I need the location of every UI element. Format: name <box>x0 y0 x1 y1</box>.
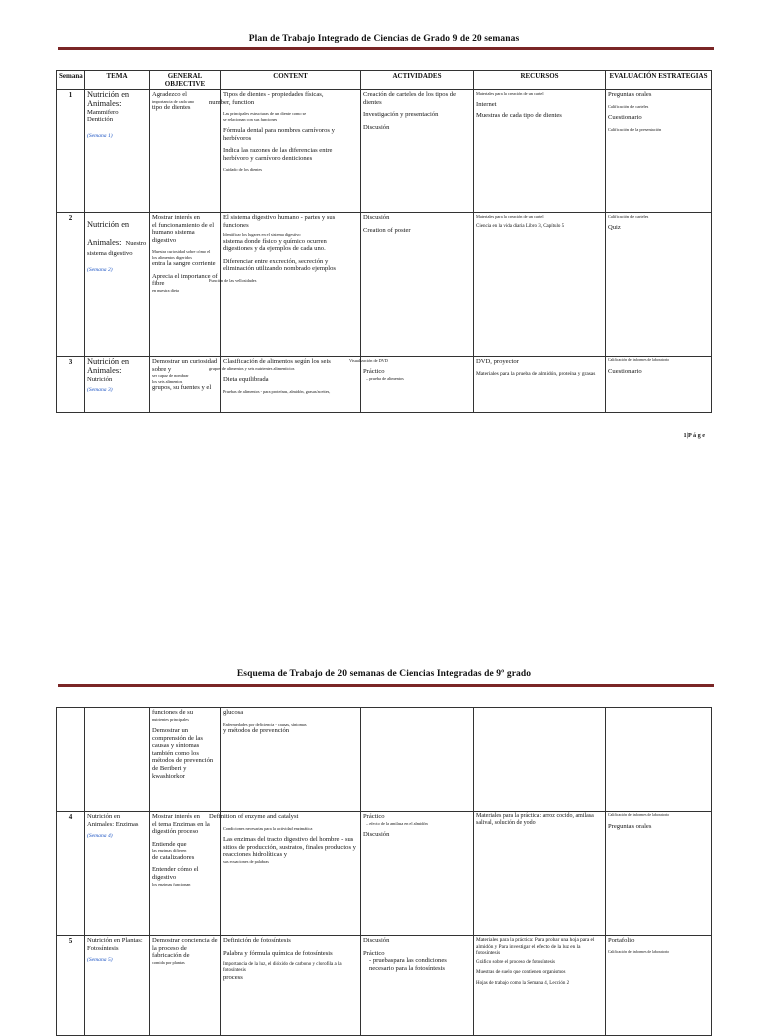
resource-text: Hojas de trabajo como la Semana 4, Lección 2 <box>476 980 570 986</box>
objective-text: funciones de su <box>152 709 194 716</box>
objective-text: el tema Enzimas en la digestión proceso <box>152 820 210 836</box>
evaluation-text: Preguntas orales <box>608 823 652 831</box>
content-text: y métodos de prevención <box>223 727 290 734</box>
actividades-cell <box>361 213 474 357</box>
resource-text: Muestras de suelo que contienen organismos <box>476 970 566 976</box>
objective-text: los seis alimentos <box>152 378 183 384</box>
recursos-cell <box>474 213 606 357</box>
content-text: Definition of enzyme and catalyst <box>209 813 299 820</box>
objective-text: Mostrar interés en <box>152 214 200 221</box>
week-link[interactable]: (Semana 1) <box>87 132 113 139</box>
table-row <box>57 936 712 1036</box>
tema-sub: sistema digestivo <box>87 250 133 257</box>
evaluacion-cell <box>606 90 712 213</box>
objective-text: los enzimas funcionan <box>152 881 191 887</box>
resource-text: Materiales para la creación de un cartel <box>476 91 544 96</box>
objective-text: las enzimas difieren <box>152 848 187 854</box>
page2-title-rule <box>58 684 714 687</box>
objective-text: Agradezco el <box>152 91 187 98</box>
objective-text: el funcionamiento de el humano sistema digestivo <box>152 221 215 244</box>
content-text: Enfermedades por deficiencia - causas, síntomas <box>223 721 307 727</box>
resource-text: Materiales para la creación de un cartel <box>476 214 544 219</box>
content-cell <box>209 812 361 936</box>
activity-text: Investigación y presentación <box>363 111 439 119</box>
table-row <box>57 213 712 357</box>
week-link[interactable]: (Semana 3) <box>87 387 113 394</box>
recursos-cell <box>474 708 606 812</box>
tema-cell <box>85 90 150 213</box>
evaluation-text: Calificación de carteles <box>608 103 649 109</box>
tema-text: Nutrición en Plantas: Fotosíntesis <box>87 937 143 952</box>
evaluation-text: Calificación de informes de laboratorio <box>608 949 670 954</box>
page1-title: Plan de Trabajo Integrado de Ciencias de Grado 9 de 20 semanas <box>248 34 520 44</box>
actividades-cell <box>361 936 474 1036</box>
recursos-cell <box>474 357 606 413</box>
content-text: Indica las razones de las diferencias entre herbívoro y carnívoro denticiones <box>223 147 333 162</box>
content-text: sus ecuaciones de palabras <box>223 858 269 864</box>
objective-text: los alimentos digeridos <box>152 254 192 260</box>
activity-text: Práctico <box>363 949 385 957</box>
objective-text: de catalizadores <box>152 853 195 861</box>
activity-text: Discusión <box>363 214 390 221</box>
tema-sub: Nutrición <box>87 375 113 383</box>
activity-text: – efecto de la amilasa en el almidón <box>366 820 428 826</box>
resource-text: Materiales para la práctica: Para probar una hoja para el almidón y Para investigar el efecto de la luz en la fotosíntesis <box>476 937 595 957</box>
evaluacion-cell <box>606 708 712 812</box>
content-text: Tipos de dientes - propiedades físicas, <box>223 91 324 98</box>
objective-text: Entender cómo el digestivo <box>152 866 199 881</box>
objective-text: tipo de dientes <box>152 104 191 111</box>
week-number: 2 <box>57 213 85 357</box>
week-number: 1 <box>57 90 85 213</box>
resource-text: Ciencia en la vida diaria Libro 3, Capítulo 5 <box>476 224 565 230</box>
table-row <box>57 708 712 812</box>
content-cell <box>209 357 361 413</box>
resource-text: Internet <box>476 101 497 109</box>
week-link[interactable]: (Semana 2) <box>87 266 113 273</box>
content-text: Pruebas de alimentos - para proteínas, almidón, grasas/aceites, <box>223 388 331 394</box>
evaluation-text: Calificación de la presentación <box>608 126 662 132</box>
objective-text: Entiende que <box>152 840 187 848</box>
objective-cell <box>150 90 221 213</box>
tema-sub: Mammifero <box>87 108 119 116</box>
content-text: Cuidado de los dientes <box>223 167 263 173</box>
header-tema: TEMA <box>85 71 150 90</box>
evaluacion-cell <box>606 357 712 413</box>
evaluation-text: Calificación de informes de laboratorio <box>608 358 670 362</box>
content-text: sistema donde físico y químico ocurren digestiones y da ejemplos de cada uno. <box>223 237 327 253</box>
objective-cell <box>150 708 221 812</box>
week-link[interactable]: (Semana 5) <box>87 957 113 964</box>
tema-main: Nutrición en Animales: <box>87 90 130 108</box>
header-content: CONTENT <box>221 71 361 90</box>
resource-text: Materiales para la prueba de almidón, proteína y grasas <box>476 370 596 377</box>
content-text: process <box>223 974 243 982</box>
tema-sub: Nuestro <box>125 240 147 247</box>
activity-text: - pruebaspara las condiciones necesario para la fotosíntesis <box>369 957 447 972</box>
week-number: 5 <box>57 936 85 1036</box>
objective-cell <box>150 357 221 413</box>
tema-cell <box>85 213 150 357</box>
evaluacion-cell <box>606 812 712 936</box>
content-text: Clasificación de alimentos según los seis <box>223 358 331 365</box>
objective-text: Demostrar un comprensión de las causas y síntomas también como los métodos de prevención de Beriberi y kwashiorkor <box>152 727 214 780</box>
tema-cell <box>85 357 150 413</box>
activity-text: Discusión <box>363 831 390 838</box>
week-number: 4 <box>57 812 85 936</box>
page1-title-rule <box>58 47 714 50</box>
resource-text: Muestras de cada tipo de dientes <box>476 112 562 119</box>
content-text: Definición de fotosíntesis <box>223 937 291 944</box>
objective-text: Mostrar interés en <box>152 813 200 820</box>
evaluation-text: Portafolio <box>608 937 635 944</box>
evaluation-text: Calificación de informes de laboratorio <box>608 813 670 817</box>
activity-text: Visualización de DVD <box>349 358 388 363</box>
recursos-cell <box>474 936 606 1036</box>
activity-text: Práctico <box>363 368 385 376</box>
content-text: Fórmula dental para nombres carnívoros y herbívoros <box>223 127 335 142</box>
objective-text: grupos, su fuentes y el <box>152 384 212 391</box>
evaluation-text: Preguntas orales <box>608 91 652 98</box>
objective-text: entra la sangre corriente <box>152 260 216 268</box>
header-actividades: ACTIVIDADES <box>361 71 474 90</box>
content-text: Diferenciar entre excreción, secreción y eliminación utilizando nombrado ejemplos <box>223 257 336 273</box>
activity-text: Creación de carteles de los tipos de dientes <box>363 91 457 106</box>
table-row <box>57 357 712 413</box>
tema-cell <box>85 936 150 1036</box>
content-text: grupos de alimentos y seis nutrientes alimenticios <box>209 365 295 371</box>
page2-title: Esquema de Trabajo de 20 semanas de Ciencias Integradas de 9º grado <box>236 669 532 679</box>
evaluacion-cell <box>606 213 712 357</box>
content-text: glucosa <box>223 709 244 716</box>
evaluation-text: Cuestionario <box>608 114 642 121</box>
recursos-cell <box>474 90 606 213</box>
week-number <box>57 708 85 812</box>
week-number: 3 <box>57 357 85 413</box>
objective-text: ser capaz de nombrar <box>152 373 189 379</box>
objective-text: comida por plantas <box>152 959 185 965</box>
page2-table <box>56 707 712 1036</box>
actividades-cell <box>361 812 474 936</box>
recursos-cell <box>474 812 606 936</box>
activity-text: Creation of poster <box>363 226 411 234</box>
resource-text: Gráfico sobre el proceso de fotosíntesis <box>476 959 556 965</box>
week-link[interactable]: (Semana 4) <box>87 833 113 840</box>
activity-text: Discusión <box>363 123 390 131</box>
content-text: Dieta equilibrada <box>223 376 269 383</box>
header-evaluacion: EVALUACIÓN ESTRATEGIAS <box>606 71 712 90</box>
content-text: Palabra y fórmula química de fotosíntesis <box>223 949 333 957</box>
objective-text: en nuestra dieta <box>152 287 179 293</box>
content-text: se relacionan con sus funciones <box>223 116 278 122</box>
content-text: Función de las vellosidades <box>209 277 257 283</box>
activity-text: Práctico <box>363 813 385 820</box>
content-text: El sistema digestivo humano - partes y sus funciones <box>223 214 336 229</box>
objective-text: nutrientes principales <box>152 716 189 722</box>
objective-cell <box>150 213 221 357</box>
objective-text: importancia de cada uno <box>152 98 195 104</box>
tema-main: Nutrición en Animales: <box>87 220 130 247</box>
tema-cell <box>85 812 150 936</box>
resource-text: DVD, proyector <box>476 358 519 365</box>
activity-text: Discusión <box>363 937 390 944</box>
page-number: 1|P á g e <box>683 432 705 439</box>
actividades-cell <box>361 90 474 213</box>
header-recursos: RECURSOS <box>474 71 606 90</box>
tema-main: Nutrición en Animales: <box>87 357 130 375</box>
content-text: Las enzimas del tracto digestivo del hombre - sus sitios de producción, sustratos, finales productos y reacciones hidrolíticas y <box>223 836 356 859</box>
evaluation-text: Calificación de carteles <box>608 214 649 219</box>
tema-sub: Dentición <box>87 116 114 124</box>
header-semana: Semana <box>57 71 85 90</box>
objective-cell <box>150 812 221 936</box>
content-cell <box>221 708 361 812</box>
content-cell <box>209 213 361 357</box>
objective-text: Demostrar un curiosidad sobre y <box>152 358 218 373</box>
page1-table <box>56 70 712 413</box>
content-text: Identificar los lugares en el sistema digestivo <box>223 232 301 238</box>
evaluation-text: Quiz <box>608 224 621 232</box>
objective-text: Aprecia el importance of fibre <box>152 272 218 288</box>
content-text: Condiciones necesarias para la actividad enzimática <box>223 825 313 831</box>
evaluation-text: Cuestionario <box>608 368 642 376</box>
table-row <box>57 90 712 213</box>
content-cell <box>209 90 361 213</box>
resource-text: Materiales para la práctica: arroz cocido, amilasa salival, solución de yodo <box>476 813 594 827</box>
content-text: number, function <box>209 98 255 106</box>
content-text: Importancia de la luz, el dióxido de carbono y clorofila a la fotosíntesis <box>223 962 342 974</box>
header-row <box>57 71 712 90</box>
header-objective: GENERAL OBJECTIVE <box>150 71 221 90</box>
content-text: Las principales estructuras de un diente como se <box>223 111 307 117</box>
activity-text: – prueba de alimentos <box>366 376 404 381</box>
objective-text: Muestra curiosidad sobre cómo el <box>152 249 211 255</box>
evaluacion-cell <box>606 936 712 1036</box>
objective-cell <box>150 936 221 1036</box>
actividades-cell <box>361 708 474 812</box>
content-cell <box>221 936 361 1036</box>
actividades-cell <box>349 357 474 413</box>
objective-text: Demostrar conciencia de la proceso de fabricación de <box>152 937 218 960</box>
tema-text: Nutrición en Animales: Enzimas <box>87 813 139 828</box>
table-row <box>57 812 712 936</box>
tema-cell <box>85 708 150 812</box>
